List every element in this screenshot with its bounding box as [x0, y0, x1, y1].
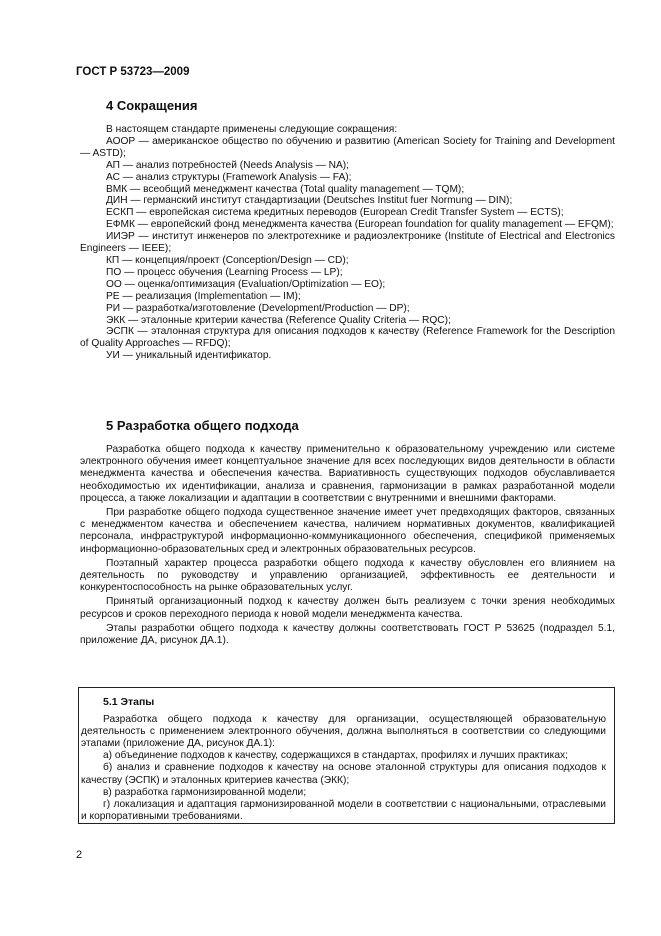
abbreviation-item: РЕ — реализация (Implementation — IM); [106, 290, 301, 302]
abbreviation-item: РИ — разработка/изготовление (Development/Production — DP); [106, 302, 410, 314]
section-5-paragraph: Этапы разработки общего подхода к качеству должны соответствовать ГОСТ Р 53625 (подраздел 5.1, приложение ДА, рисунок ДА.1). [80, 622, 615, 647]
abbreviation-item: ЭСПК — эталонная структура для описания подходов к качеству (Reference Framework for the Description of Quality Approaches — RFDQ); [80, 326, 615, 350]
abbreviation-item: КП — концепция/проект (Conception/Design — CD); [106, 254, 349, 266]
abbreviation-item: ЕСКП — европейская система кредитных переводов (European Credit Transfer System — ECTS); [106, 207, 564, 219]
section-5-paragraph: Поэтапный характер процесса разработки общего подхода к качеству обусловлен его влиянием на деятельность по руководству и управлению организацией, эффективность ее деятельности и конкурентоспособность на рынке образовательных услуг. [80, 557, 615, 594]
stage-item: б) анализ и сравнение подходов к качеству на основе эталонной структуры для описания подходов к качеству (ЭСПК) и эталонных критериев качества (ЭКК); [81, 762, 606, 786]
abbreviation-item: ДИН — германский институт стандартизации (Deutsches Institut fuer Normung — DIN); [106, 195, 513, 207]
stage-item: а) объединение подходов к качеству, содержащихся в стандартах, профилях и лучших практиках; [103, 750, 568, 762]
section-4-heading: 4 Сокращения [106, 98, 198, 113]
section-5-paragraph: При разработке общего подхода существенное значение имеет учет предвходящих факторов, связанных с менеджментом качества и обеспечением качества, наличием нормативных документов, квалификацией персонала, инфраструктурой информационно-коммуникационного обеспечения, спецификой применяемых информационно-образовательных сред и электронных образовательных ресурсов. [80, 507, 615, 555]
abbreviation-item: УИ — уникальный идентификатор. [106, 350, 272, 362]
section-5-paragraph: Принятый организационный подход к качеству должен быть реализуем с точки зрения необходимых ресурсов и сроков переходного периода к новой модели менеджмента качества. [80, 596, 615, 620]
document-header: ГОСТ Р 53723—2009 [76, 66, 190, 78]
abbreviation-item: ВМК — всеобщий менеджмент качества (Total quality management — TQM); [106, 183, 465, 195]
section-5-heading: 5 Разработка общего подхода [106, 418, 299, 433]
stage-item: в) разработка гармонизированной модели; [103, 786, 307, 798]
section-5-paragraph: Разработка общего подхода к качеству применительно к образовательному учреждению или системе электронного обучения имеет концептуальное значение для всех последующих видов деятельности в области менеджмента качества и обеспечения качества. Вариативность существующих подходов обуславливается необходимостью их идентификации, анализа и сравнения, гармонизации в рамках разработанной модели процесса, а также локализации и адаптации в соответствии с внутренними и внешними факторами. [80, 444, 615, 504]
abbreviation-item: ЕФМК — европейский фонд менеджмента качества (European foundation for quality management — EFQM); [106, 219, 614, 231]
abbreviation-item: ИИЭР — институт инженеров по электротехнике и радиоэлектронике (Institute of Electrical and Electronics Engineers — IEEE); [80, 231, 615, 255]
stages-box [78, 687, 615, 824]
abbreviation-item: АП — анализ потребностей (Needs Analysis — NA); [106, 159, 350, 171]
abbreviations-list [80, 124, 615, 362]
abbreviation-item: ПО — процесс обучения (Learning Process — LP); [106, 266, 343, 278]
stages-box-title: 5.1 Этапы [103, 696, 155, 708]
abbreviation-item: АС — анализ структуры (Framework Analysis — FA); [106, 171, 352, 183]
stages-paragraph: Разработка общего подхода к качеству для организации, осуществляющей образовательную деятельность с применением электронного обучения, должна выполняться в соответствии со следующими этапами (приложение ДА, рисунок ДА.1): [81, 714, 606, 750]
section-5-body [80, 444, 615, 649]
abbreviation-item: ЭКК — эталонные критерии качества (Reference Quality Criteria — RQC); [106, 314, 451, 326]
abbreviation-item: АООР — американское общество по обучению и развитию (American Society for Training and Development — ASTD); [80, 135, 615, 159]
abbreviation-item: ОО — оценка/оптимизация (Evaluation/Optimization — EO); [106, 278, 386, 290]
page-number: 2 [76, 849, 83, 861]
abbreviations-intro: В настоящем стандарте применены следующие сокращения: [106, 124, 398, 135]
stage-item: г) локализация и адаптация гармонизированной модели в соответствии с национальными, отраслевыми и корпоративными требованиями. [81, 798, 606, 822]
